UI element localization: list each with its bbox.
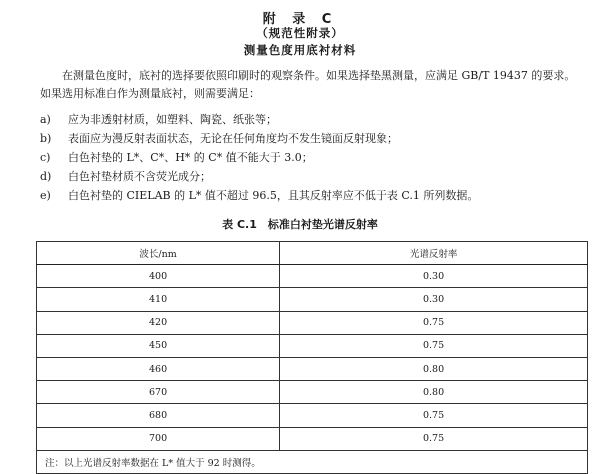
item-text: 白色衬垫的 CIELAB 的 L* 值不超过 96.5，且其反射率应不低于表 C.1 所列数据。 [68, 189, 479, 202]
cell-wavelength: 410 [37, 288, 280, 311]
table-row [37, 427, 588, 450]
cell-reflectance: 0.80 [280, 381, 588, 404]
appendix-type: （规范性附录） [256, 26, 344, 40]
header-reflectance: 光谱反射率 [280, 242, 588, 265]
item-label: c) [40, 151, 51, 164]
table-row [37, 265, 588, 288]
list-item [40, 148, 586, 167]
list-item [40, 129, 586, 148]
list-item [40, 167, 586, 186]
cell-reflectance: 0.75 [280, 311, 588, 334]
table-header-row [37, 242, 588, 265]
appendix-title: 附 录 C [262, 12, 338, 27]
item-text: 表面应为漫反射表面状态，无论在任何角度均不发生镜面反射现象； [68, 132, 398, 145]
cell-wavelength: 420 [37, 311, 280, 334]
list-item [40, 110, 586, 129]
cell-reflectance: 0.75 [280, 334, 588, 357]
item-label: b) [40, 132, 52, 145]
cell-wavelength: 450 [37, 334, 280, 357]
header-wavelength: 波长/nm [37, 242, 280, 265]
table-row [37, 357, 588, 380]
appendix-heading: 测量色度用底衬材料 [243, 43, 357, 57]
cell-wavelength: 670 [37, 381, 280, 404]
cell-wavelength: 400 [37, 265, 280, 288]
table-note: 注：以上光谱反射率数据在 L* 值大于 92 时测得。 [37, 450, 588, 473]
table-row [37, 311, 588, 334]
cell-reflectance: 0.75 [280, 427, 588, 450]
requirements-list [40, 110, 586, 205]
cell-reflectance: 0.30 [280, 288, 588, 311]
list-item [40, 186, 586, 205]
table-row [37, 404, 588, 427]
table-row [37, 288, 588, 311]
table-caption: 表 C.1 标准白衬垫光谱反射率 [222, 218, 378, 231]
cell-wavelength: 700 [37, 427, 280, 450]
table-row [37, 381, 588, 404]
table-row [37, 334, 588, 357]
item-text: 白色衬垫材质不含荧光成分； [68, 170, 211, 183]
cell-wavelength: 460 [37, 357, 280, 380]
item-label: a) [40, 113, 51, 126]
item-label: d) [40, 170, 52, 183]
item-text: 应为非透射材质，如塑料、陶瓷、纸张等； [68, 113, 277, 126]
cell-reflectance: 0.80 [280, 357, 588, 380]
item-text: 白色衬垫的 L*、C*、H* 的 C* 值不能大于 3.0； [68, 151, 313, 164]
reflectance-table [36, 241, 588, 474]
item-label: e) [40, 189, 51, 202]
cell-reflectance: 0.75 [280, 404, 588, 427]
intro-paragraph: 在测量色度时，底衬的选择要依照印刷时的观察条件。如果选择垫黑测量，应满足 GB/T 19437 的要求。如果选用标准白作为测量底衬，则需要满足： [40, 69, 576, 100]
cell-reflectance: 0.30 [280, 265, 588, 288]
cell-wavelength: 680 [37, 404, 280, 427]
table-note-row [37, 450, 588, 473]
